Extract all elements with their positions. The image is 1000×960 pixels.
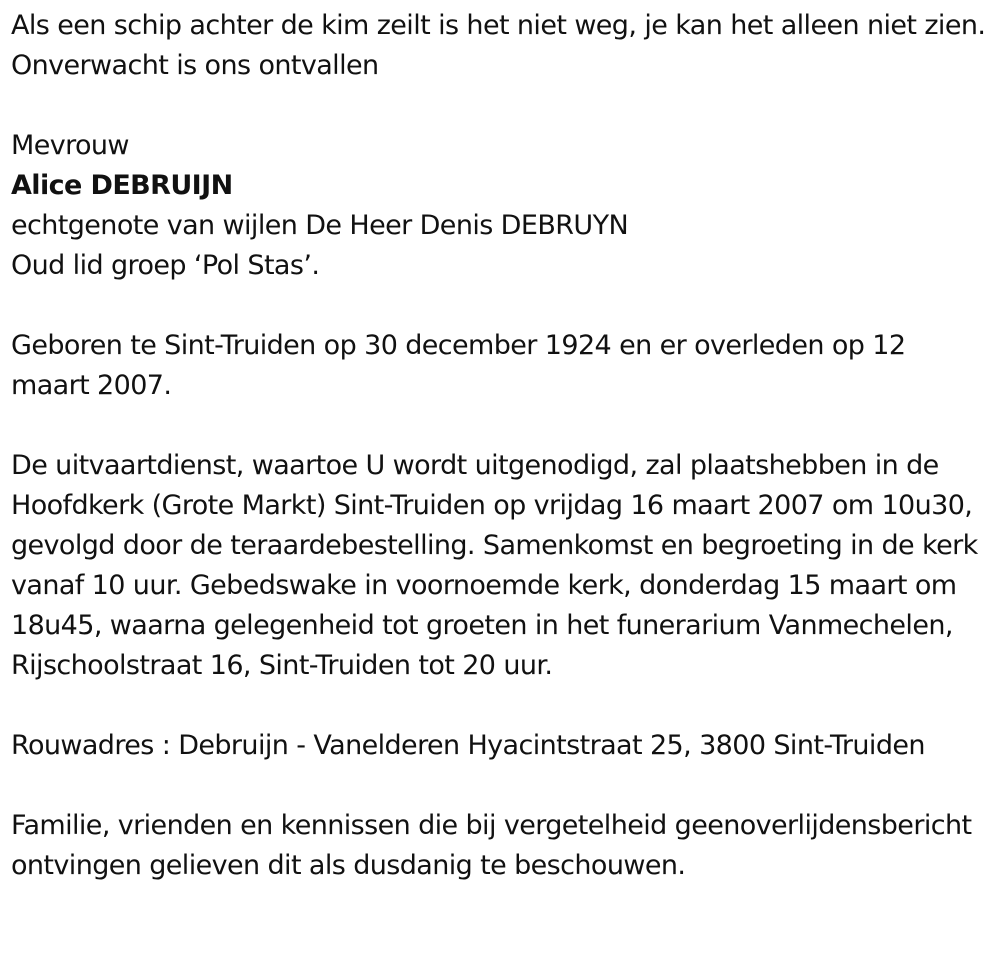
membership-line: Oud lid groep ‘Pol Stas’. — [11, 250, 320, 281]
obituary-notice — [11, 6, 986, 886]
salutation: Mevrouw — [11, 130, 129, 161]
spacer — [11, 406, 986, 446]
spouse-line: echtgenote van wijlen De Heer Denis DEBRUYN — [11, 210, 629, 241]
spacer — [11, 686, 986, 726]
spacer — [11, 286, 986, 326]
birth-death-paragraph: Geboren te Sint-Truiden op 30 december 1924 en er overleden op 12 maart 2007. — [11, 330, 906, 401]
mourning-address: Rouwadres : Debruijn - Vanelderen Hyacintstraat 25, 3800 Sint-Truiden — [11, 730, 925, 761]
spacer — [11, 766, 986, 806]
funeral-paragraph: De uitvaartdienst, waartoe U wordt uitgenodigd, zal plaatshebben in de Hoofdkerk (Grote Markt) Sint-Truiden op vrijdag 16 maart 2007 om 10u30, gevolgd door de teraardebestelling. Samenkomst en begroeting in de kerk vanaf 10 uur. Gebedswake in voornoemde kerk, donderdag 15 maart om 18u45, waarna gelegenheid tot groeten in het funerarium Vanmechelen, Rijschoolstraat 16, Sint-Truiden tot 20 uur. — [11, 450, 978, 681]
deceased-name: Alice DEBRUIJN — [11, 170, 233, 201]
spacer — [11, 86, 986, 126]
opening-quote: Als een schip achter de kim zeilt is het niet weg, je kan het alleen niet zien. Onverwacht is ons ontvallen — [11, 10, 986, 81]
closing-paragraph: Familie, vrienden en kennissen die bij vergetelheid geenoverlijdensbericht ontvingen gelieven dit als dusdanig te beschouwen. — [11, 810, 972, 881]
